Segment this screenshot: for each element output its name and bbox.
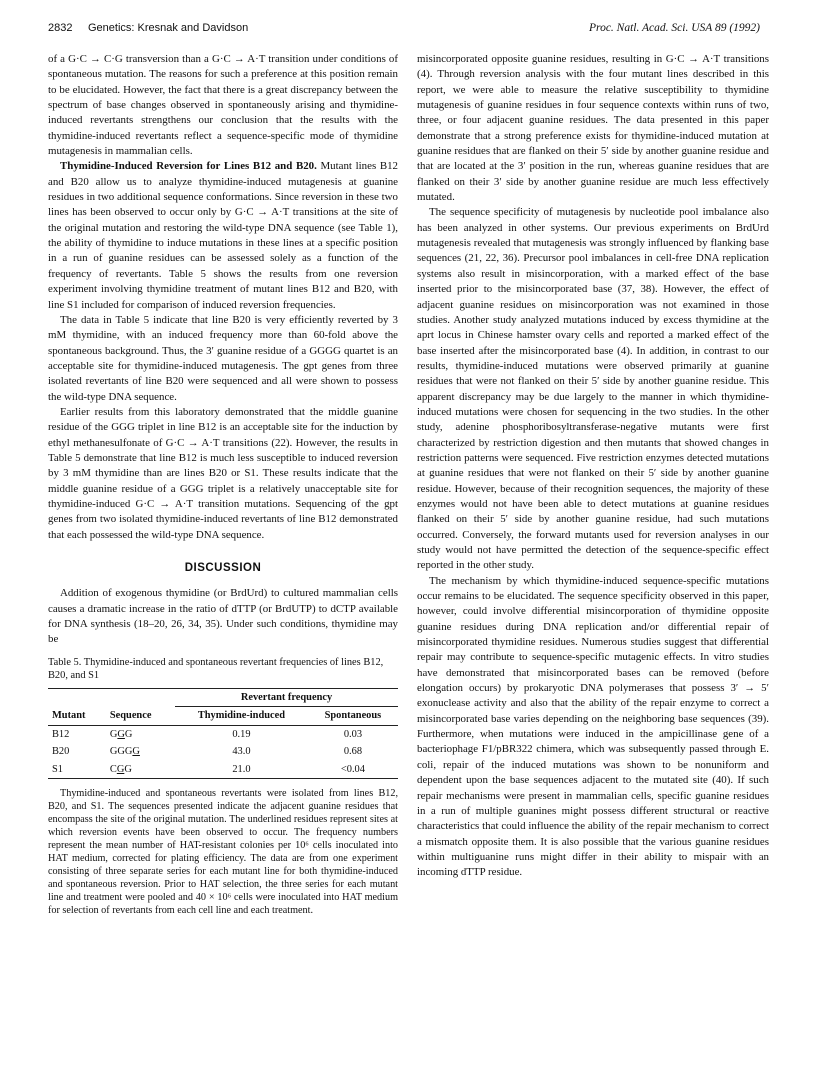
paragraph: The data in Table 5 indicate that line B20 is very efficiently reverted by 3 mM thymidine, with an induced frequency more than 60-fold above the spontaneous background. Thus, the 3′ guanine residue of a GGGG quartet is an acceptable site for thymidine-induced mutagenesis. The gpt genes from three isolated revertants of line B20 were sequenced and all were shown to possess the wild-type DNA sequence. (48, 313, 398, 403)
table-column-header: Sequence (109, 710, 152, 722)
table-column-header: Thymidine-induced (197, 710, 286, 722)
paragraph-b12-b20 (48, 159, 398, 312)
table-5 (48, 688, 398, 779)
table-column-header: Spontaneous (324, 710, 382, 722)
table-caption: Table 5. Thymidine-induced and spontaneous revertant frequencies of lines B12, B20, and S1 (48, 656, 384, 681)
discussion-heading: DISCUSSION (184, 562, 262, 574)
table-footnote: Thymidine-induced and spontaneous revertants were isolated from lines B12, B20, and S1. The sequences presented indicate the adjacent guanine residues that encompass the site of the original mutation. The underlined residues represent sites at which reversion events have been observed to occur. The frequency numbers represent the mean number of HAT-resistant colonies per 10⁶ cells inoculated into HAT medium, corrected for plating efficiency. The data are from one experiment consisting of three separate series for each mutant line for both thymidine-induced and spontaneous reversion. Prior to HAT selection, the three series for each mutant line and treatment were pooled and 40 × 10⁶ cells were inoculated into HAT medium for selection of revertants from each cell line and each treatment. (48, 787, 398, 916)
table-column-header: Mutant (52, 710, 86, 722)
table-group-header: Revertant frequency (175, 689, 398, 707)
paragraph: of a G·C → C·G transversion than a G·C → A·T transition under conditions of spontaneous mutation. The reasons for such a preference at this position remain to be elucidated. However, the fact that there is a great discrepancy between the spectrum of base changes observed in spontaneously arising and thymidine-induced revertants strengthens our conclusion that the results with the thymidine-induced revertants reflect a sequence-specific mode of thymidine mutagenesis in mammalian cells. (48, 53, 398, 158)
paragraph: The sequence specificity of mutagenesis by nucleotide pool imbalance also has been analyzed in other systems. Our previous experiments on BrdUrd mutagenesis revealed that mutagenesis was strongly influenced by flanking base sequences (21, 22, 36). Precursor pool imbalances in cell-free DNA replication systems also result in misincorporation, with a marked effect of the base inserted prior to the misincorporated base (37, 38). However, the effect of adjacent guanine residues on misincorporation was not examined in those studies. Another study analyzed mutations induced by excess thymidine at the aprt locus in Chinese hamster ovary cells and reported a marked effect of the base inserted after the misincorporated base (4). In addition, in contrast to our results, thymidine-induced mutations were observed primarily at guanine residues that were not flanked on their 5′ side by another guanine residue. This apparent discrepancy may be due largely to the manner in which thymidine-induced mutations were chosen for sequencing in the two studies. In the other study, adenine phosphoribosyltransferase-negative mutants were first characterized by restriction digestion and then mutants that showed changes in restriction patterns were sequenced. Five restriction enzymes detected mutations at guanine residues that were not flanked on their 5′ side by another guanine residue. However, because of their recognition sequences, the majority of these enzymes would not have been able to detect mutations at guanine residues flanked on their 5′ side by another guanine residue, had such mutations occurred. Conversely, the forward mutants used for reversion analyses in our study would not have permitted the detection of the sequence-specific effect reported in the other study. (417, 206, 769, 572)
paragraph: Earlier results from this laboratory demonstrated that the middle guanine residue of the GGG triplet in line B12 is an acceptable site for the induction by ethyl methanesulfonate of G·C → A·T transitions (22). However, the results in Table 5 demonstrate that line B12 is much less susceptible to induced reversion by 3 mM thymidine than are lines B20 or S1. These results indicate that the middle guanine residue of a GGG triplet is a relatively unacceptable site for thymidine-induced G·C → A·T transition mutations. Sequencing of the gpt genes from two isolated thymidine-induced revertants of line B12 demonstrated that each possessed the wild-type DNA sequence. (48, 405, 398, 541)
paragraph: Addition of exogenous thymidine (or BrdUrd) to cultured mammalian cells causes a dramatic increase in the ratio of dTTP (or BrdUTP) to dCTP available for DNA synthesis (18–20, 26, 34, 35). Under such conditions, thymidine may be (48, 587, 398, 646)
right-column (417, 52, 769, 881)
page-number: 2832 (48, 22, 73, 34)
running-head-section: Genetics: Kresnak and Davidson (88, 22, 249, 34)
left-column (48, 52, 398, 917)
paragraph: The mechanism by which thymidine-induced sequence-specific mutations occur remains to be elucidated. The sequence specificity observed in this paper, however, could involve differential misincorporation of thymidine opposite guanine residues during DNA replication and/or differential repair of misincorporated thymidine residues. Numerous studies suggest that differential repair may contribute to sequence-specific mutagenic effects. In vitro studies have demonstrated that misincorporated bases can be removed (before elongation occurs) by prokaryotic DNA polymerases that possess 3′ → 5′ exonuclease activity and also that the ability of the repair enzyme to correct a misincorporated base varies depending on the neighboring base sequences (39). Furthermore, when mutations were induced in the ampicillinase gene of a bacteriophage F1/pBR322 chimera, which was subsequently passed through E. coli, repair of the induced mutations was shown to be nonuniform and dependent upon the base sequences adjacent to the mutated site (40). If such repair mechanisms were present in mammalian cells, specific guanine residues in a run of multiple guanines might possess different structural or reactive characteristics that could influence the ability of the repair mechanism to correct a mismatch opposite them. It is also possible that the various guanine residues within multiguanine runs might differ in their ability to mispair with an incoming dTTP residue. (417, 574, 769, 879)
table-row: S1 CGG 21.0 <0.04 (48, 761, 398, 779)
page-header (48, 22, 760, 40)
journal-citation: Proc. Natl. Acad. Sci. USA 89 (1992) (589, 22, 760, 34)
paragraph: misincorporated opposite guanine residues, resulting in G·C → A·T transitions (4). Through reversion analysis with the four mutant lines described in this report, we were able to measure the relative susceptibility to thymidine mutagenesis of guanine residues in four sequence contexts within runs of two, three, or four adjacent guanine residues. The data presented in this paper demonstrate that a strong preference exists for thymidine-induced mutation at guanine residues that are flanked on their 5′ side by another guanine residue and that are located at the 3′ position in the run, whereas guanine residues that are flanked on their 3′ side by another guanine residue are much less effectively mutated. (417, 53, 769, 204)
table-row: B20 GGGG 43.0 0.68 (52, 746, 363, 758)
section-runin-heading: Thymidine-Induced Reversion for Lines B12 and B20. (60, 160, 317, 173)
table-row: B12 GGG 0.19 0.03 (52, 728, 363, 740)
paragraph-body: Mutant lines B12 and B20 allow us to analyze thymidine-induced mutagenesis at guanine residues in two additional sequence conformations. Since reversion in these two lines has been observed to occur only by G·C → A·T transitions at the site of the original mutation and restoring the wild-type DNA sequence (see Table 1), the ability of thymidine to induce mutations in these lines at a specific position in a run of guanine residues can be assessed solely as a function of the frequency of revertants. Table 5 shows the results from one reversion experiment involving thymidine treatment of mutant lines B12 and B20, with line S1 included for comparison of induced reversion frequencies. (48, 160, 398, 311)
